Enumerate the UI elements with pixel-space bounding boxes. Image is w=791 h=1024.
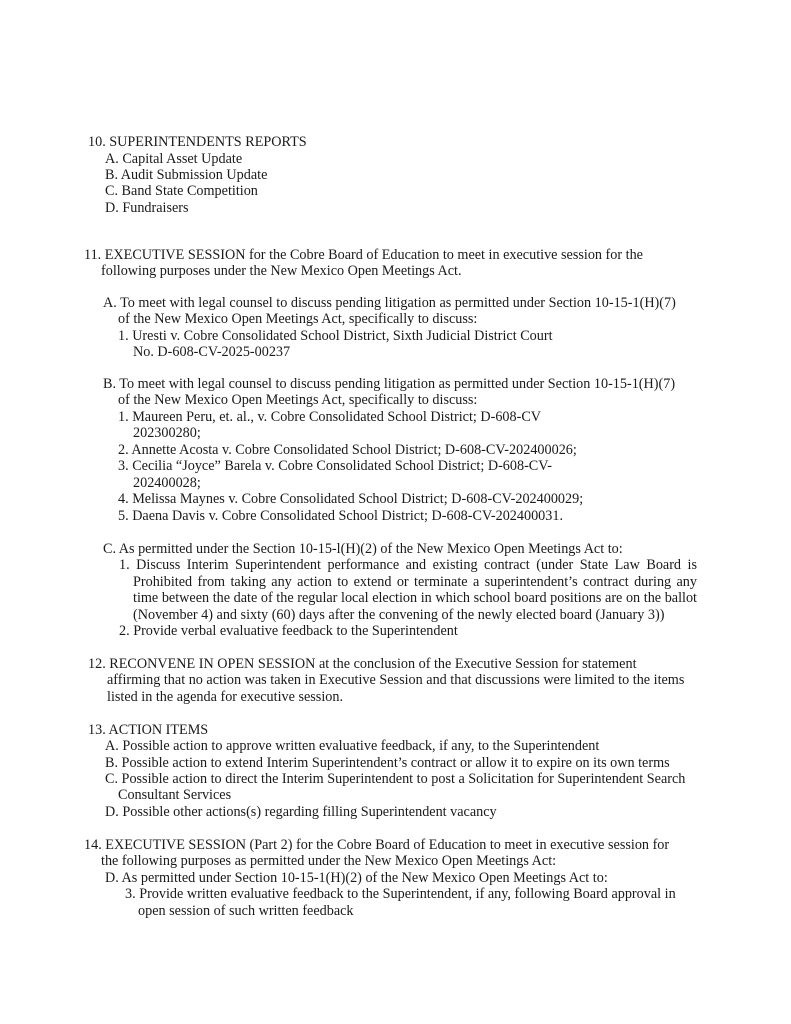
list-item: D. Fundraisers [105,200,189,216]
list-item: 1. Maureen Peru, et. al., v. Cobre Consolidated School District; D-608-CV [118,409,542,425]
list-item: (November 4) and sixty (60) days after the convening of the newly elected board (January 3)) [133,607,665,623]
section-11-text: following purposes under the New Mexico Open Meetings Act. [101,263,462,279]
list-item: 202400028; [133,475,201,491]
section-12-text: listed in the agenda for executive session. [107,689,343,705]
list-item: 2. Annette Acosta v. Cobre Consolidated School District; D-608-CV-202400026; [118,442,577,458]
list-item: A. Possible action to approve written evaluative feedback, if any, to the Superintendent [105,738,600,754]
list-item: of the New Mexico Open Meetings Act, specifically to discuss: [118,392,478,408]
list-item: B. Audit Submission Update [105,167,268,183]
section-14-text: the following purposes as permitted under the New Mexico Open Meetings Act: [101,853,557,869]
list-item: A. To meet with legal counsel to discuss pending litigation as permitted under Section 10-15-1(H)(7) [103,295,676,311]
list-item: No. D-608-CV-2025-00237 [133,344,291,360]
list-item: D. As permitted under Section 10-15-1(H)(2) of the New Mexico Open Meetings Act to: [105,870,608,886]
list-item: D. Possible other actions(s) regarding filling Superintendent vacancy [105,804,497,820]
list-item: B. To meet with legal counsel to discuss pending litigation as permitted under Section 10-15-1(H)(7) [103,376,676,392]
list-item: C. Possible action to direct the Interim Superintendent to post a Solicitation for Superintendent Search [105,771,686,787]
list-item: 5. Daena Davis v. Cobre Consolidated School District; D-608-CV-202400031. [118,508,564,524]
list-item: B. Possible action to extend Interim Superintendent’s contract or allow it to expire on its own terms [105,755,670,771]
section-10-title: 10. SUPERINTENDENTS REPORTS [88,134,307,150]
list-item: time between the date of the regular local election in which school board positions are on the ballot [133,590,697,606]
section-11-title: 11. EXECUTIVE SESSION for the Cobre Board of Education to meet in executive session for the [84,247,643,263]
list-item: A. Capital Asset Update [105,151,243,167]
list-item: 1. Uresti v. Cobre Consolidated School District, Sixth Judicial District Court [118,328,553,344]
section-13-title: 13. ACTION ITEMS [88,722,209,738]
list-item: C. Band State Competition [105,183,258,199]
list-item: open session of such written feedback [138,903,354,919]
list-item: Consultant Services [118,787,232,803]
list-item: 4. Melissa Maynes v. Cobre Consolidated School District; D-608-CV-202400029; [118,491,584,507]
list-item: 3. Cecilia “Joyce” Barela v. Cobre Consolidated School District; D-608-CV- [118,458,552,474]
list-item: Prohibited from taking any action to extend or terminate a superintendent’s contract during any [133,574,697,590]
section-12-text: affirming that no action was taken in Executive Session and that discussions were limited to the items [107,672,685,688]
list-item: of the New Mexico Open Meetings Act, specifically to discuss: [118,311,478,327]
list-item: 1. Discuss Interim Superintendent performance and existing contract (under State Law Board is [119,557,697,573]
list-item: C. As permitted under the Section 10-15-l(H)(2) of the New Mexico Open Meetings Act to: [103,541,623,557]
section-12-title: 12. RECONVENE IN OPEN SESSION at the conclusion of the Executive Session for statement [88,656,637,672]
section-14-title: 14. EXECUTIVE SESSION (Part 2) for the Cobre Board of Education to meet in executive session for [84,837,670,853]
list-item: 3. Provide written evaluative feedback to the Superintendent, if any, following Board approval in [125,886,676,902]
list-item: 2. Provide verbal evaluative feedback to the Superintendent [119,623,458,639]
list-item: 202300280; [133,425,201,441]
